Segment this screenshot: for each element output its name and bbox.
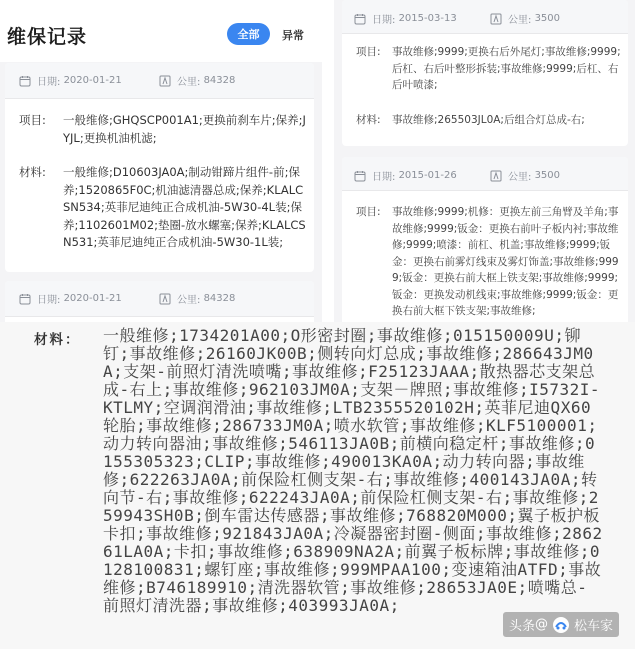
mileage-box bbox=[490, 168, 560, 183]
material-text: 事故维修;265503JL0A;后组合灯总成-右; bbox=[392, 114, 585, 126]
project-label: 项目: bbox=[356, 46, 381, 58]
date-box bbox=[354, 11, 457, 26]
odometer-icon bbox=[490, 13, 502, 25]
date-value: 2020-01-21 bbox=[63, 75, 122, 86]
record-card[interactable] bbox=[5, 63, 314, 272]
calendar-icon bbox=[354, 170, 366, 182]
date-value: 2015-01-26 bbox=[398, 170, 457, 181]
mileage-label: 公里: bbox=[508, 172, 532, 183]
project-field bbox=[356, 204, 622, 322]
project-field bbox=[356, 44, 622, 96]
material-label: 材料: bbox=[356, 114, 381, 126]
date-value: 2015-03-13 bbox=[398, 13, 457, 24]
page-title: 维保记录 bbox=[7, 26, 88, 48]
mileage-label: 公里: bbox=[177, 295, 201, 306]
record-card[interactable] bbox=[342, 0, 628, 146]
material-label: 材料: bbox=[19, 165, 46, 179]
record-card[interactable] bbox=[5, 281, 314, 322]
odometer-icon bbox=[490, 170, 502, 182]
calendar-icon bbox=[354, 13, 366, 25]
watermark-prefix: 头条 bbox=[508, 619, 535, 634]
record-card[interactable] bbox=[342, 157, 628, 322]
watermark bbox=[503, 612, 619, 637]
odometer-icon bbox=[159, 75, 171, 87]
date-value: 2020-01-21 bbox=[63, 293, 122, 304]
project-text: 事故维修;9999;更换右后外尾灯;事故维修;9999;后杠、右后叶整形拆装;事故维修;9999;后杠、右后叶喷漆; bbox=[392, 46, 621, 91]
watermark-name: 松车家 bbox=[573, 619, 613, 634]
mileage-value: 3500 bbox=[534, 170, 561, 181]
mileage-box bbox=[490, 11, 560, 26]
project-label: 项目: bbox=[356, 206, 381, 218]
date-box bbox=[354, 168, 457, 183]
mileage-label: 公里: bbox=[177, 77, 201, 88]
date-label: 日期: bbox=[37, 295, 61, 306]
material-field bbox=[19, 164, 309, 269]
project-label: 项目: bbox=[19, 113, 46, 127]
record-card-header bbox=[5, 63, 314, 99]
mileage-value: 3500 bbox=[534, 13, 561, 24]
date-label: 日期: bbox=[372, 172, 396, 183]
filter-all-button[interactable]: 全部 bbox=[227, 23, 270, 45]
mileage-box bbox=[159, 73, 235, 88]
zoomed-material-panel bbox=[0, 322, 635, 649]
filter-abnormal-button[interactable]: 异常 bbox=[282, 27, 304, 43]
date-box bbox=[19, 291, 122, 306]
mileage-value: 84328 bbox=[203, 293, 236, 304]
project-field bbox=[19, 112, 309, 152]
material-text-large: 一般维修;1734201A00;O形密封圈;事故维修;015150009U;铆钉;事故维修;26160JK00B;侧转向灯总成;事故维修;286643JM0A;支架-前照灯清洗喷嘴;事故维修;F25123JAAA;散热器芯支架总成-右上;事故维修;962103JM0A;支架－牌照;事故维修;I5732I-KTLMY;空调润滑油;事故维修;LTB2355520102H;英菲尼迪QX60轮胎;事故维修;286733JM0A;喷水软管;事故维修;KLF5100001;动力转向器油;事故维修;546113JA0B;前横向稳定杆;事故维修;0155305323;CLIP;事故维修;490013KA0A;动力转向器;事故维修;622263JA0A;前保险杠侧支架-右;事故维修;400143JA0A;转向节-右;事故维修;622243JA0A;前保险杠侧支架-右;事故维修;259943SH0B;倒车雷达传感器;事故维修;768820M000;翼子板护板卡扣;事故维修;921843JA0A;冷凝器密封圈-侧面;事故维修;286261LA0A;卡扣;事故维修;638909NA2A;前翼子板标牌;事故维修;0128100831;螺钉座;事故维修;999MPAA100;变速箱油ATFD;事故维修;B746189910;清洗器软管;事故维修;2865​3JA0E;喷嘴总-前照灯清洗器;事故维修;403993JA0A; bbox=[103, 326, 603, 615]
mileage-value: 84328 bbox=[203, 75, 236, 86]
header-bar bbox=[0, 0, 322, 62]
project-text: 事故维修;9999;机修：更换左前三角臂及羊角;事故维修;9999;钣金：更换右前叶子板内衬;事故维修;9999;喷漆：前杠、机盖;事故维修;9999;钣金：更换右前雾灯线束及雾灯饰盖;事故维修;9999;钣金：更换右前大框上铁支架;事故维修;9999;钣金：更换发动机线束;事故维修;9999;钣金：更换右前大框下铁支架;事故维修; bbox=[392, 206, 619, 317]
material-field bbox=[356, 112, 622, 132]
record-card-header bbox=[5, 281, 314, 317]
calendar-icon bbox=[19, 293, 31, 305]
material-text: 一般维修;D10603JA0A;制动钳蹄片组件-前;保养;1520865F0C;机油滤清器总成;保养;KLALCSN534;英菲尼迪纯正合成机油-5W30-4L装;保养;1102601M02;垫圈-放水螺塞;保养;KLALCSN531;英菲尼迪纯正合成机油-5W30-1L装; bbox=[63, 165, 306, 249]
date-label: 日期: bbox=[37, 77, 61, 88]
material-label-large: 材料： bbox=[34, 332, 81, 348]
date-box bbox=[19, 73, 122, 88]
watermark-at: @ bbox=[534, 617, 548, 632]
mileage-box bbox=[159, 291, 235, 306]
brand-logo-icon bbox=[552, 616, 570, 634]
project-text: 一般维修;GHQSCP001A1;更换前刹车片;保养;JYJL;更换机油机滤; bbox=[63, 113, 306, 145]
record-card-header bbox=[342, 0, 628, 34]
odometer-icon bbox=[159, 293, 171, 305]
date-label: 日期: bbox=[372, 15, 396, 26]
record-card-header bbox=[342, 157, 628, 191]
left-screenshot-panel bbox=[0, 0, 322, 322]
right-screenshot-panel bbox=[334, 0, 635, 322]
mileage-label: 公里: bbox=[508, 15, 532, 26]
calendar-icon bbox=[19, 75, 31, 87]
